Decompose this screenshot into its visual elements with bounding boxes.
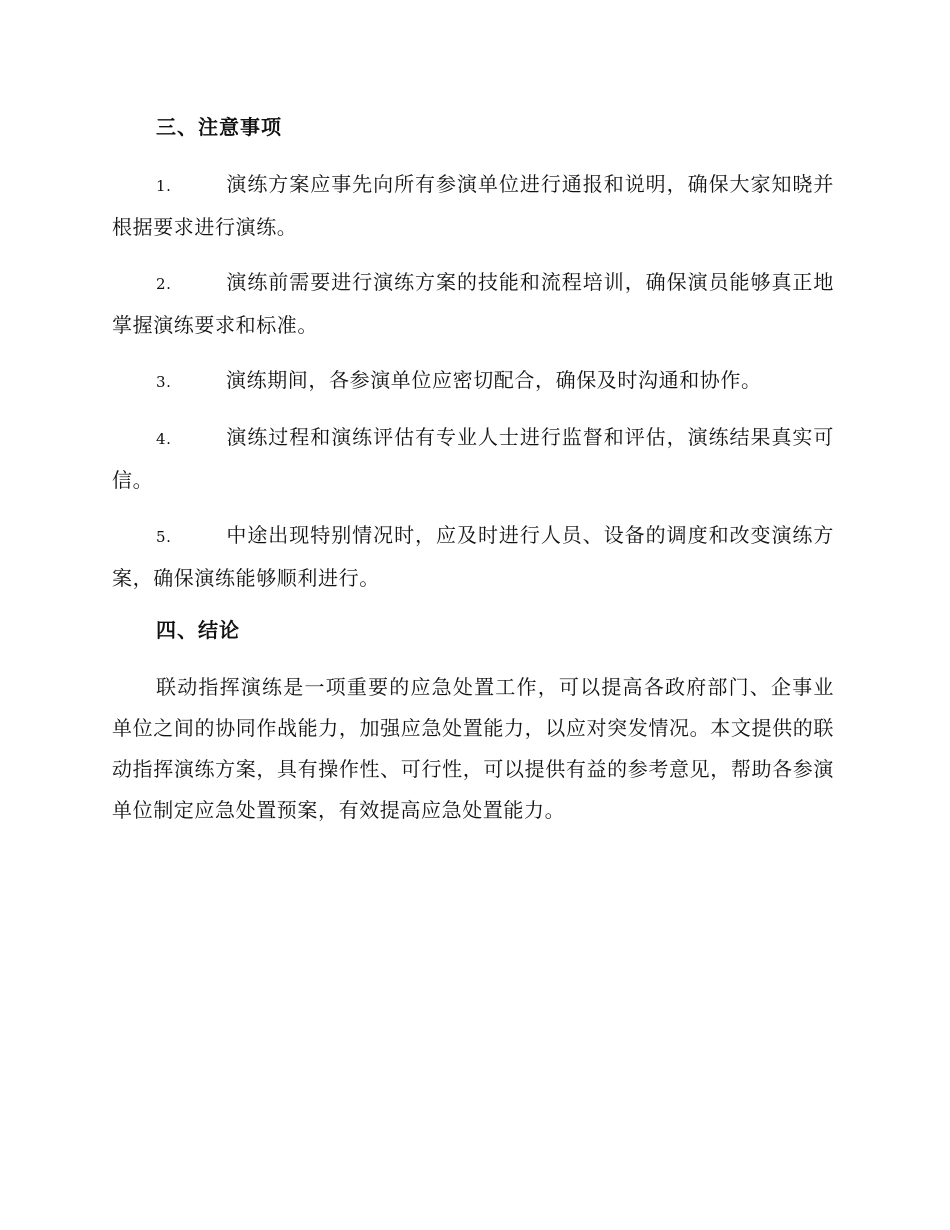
notes-list [112, 164, 834, 599]
list-item-number: 5. [156, 528, 172, 546]
document-body [112, 110, 834, 831]
list-item [112, 360, 834, 403]
list-item-number: 1. [156, 177, 172, 195]
list-item-number: 4. [156, 430, 172, 448]
list-item-number: 2. [156, 275, 172, 293]
section-heading-notes: 三、注意事项 [156, 115, 282, 139]
list-item-text: 演练期间，各参演单位应密切配合，确保及时沟通和协作。 [226, 368, 762, 392]
conclusion-paragraph: 联动指挥演练是一项重要的应急处置工作，可以提高各政府部门、企事业单位之间的协同作战能力，加强应急处置能力，以应对突发情况。本文提供的联动指挥演练方案，具有操作性、可行性，可以提供有益的参考意见，帮助各参演单位制定应急处置预案，有效提高应急处置能力。 [112, 675, 834, 822]
list-item-text: 演练过程和演练评估有专业人士进行监督和评估，演练结果真实可信。 [112, 425, 834, 492]
section-heading-conclusion: 四、结论 [156, 618, 240, 642]
list-item [112, 262, 834, 346]
list-item-number: 3. [156, 373, 172, 391]
list-item [112, 515, 834, 599]
list-item-text: 演练方案应事先向所有参演单位进行通报和说明，确保大家知晓并根据要求进行演练。 [112, 172, 834, 239]
list-item [112, 164, 834, 248]
list-item-text: 中途出现特别情况时，应及时进行人员、设备的调度和改变演练方案，确保演练能够顺利进行。 [112, 523, 834, 590]
list-item [112, 417, 834, 501]
list-item-text: 演练前需要进行演练方案的技能和流程培训，确保演员能够真正地掌握演练要求和标准。 [112, 270, 834, 337]
